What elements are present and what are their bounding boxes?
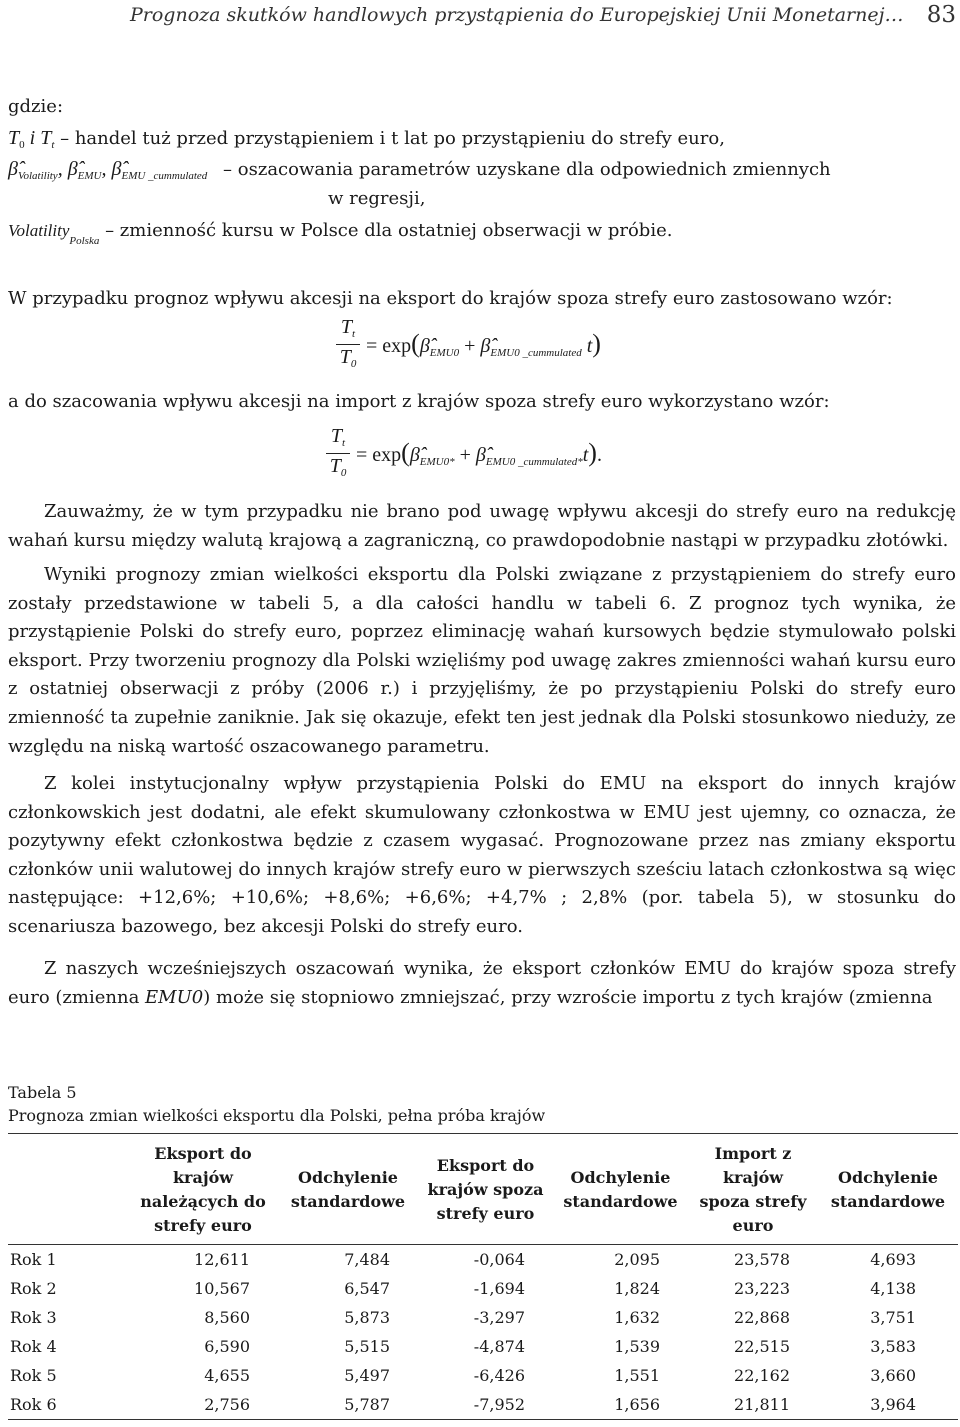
definitions-intro: gdzie:: [8, 96, 64, 117]
table-cell: 7,484: [344, 1250, 390, 1269]
beta-hat-symbol: β̂: [8, 158, 18, 180]
table-row: [8, 1274, 958, 1303]
paragraph-1: Zauważmy, że w tym przypadku nie brano pod uwagę wpływu akcesji do strefy euro na redukcję wahań kursu między walutą krajową a zagraniczną, co prawdopodobnie nastąpi w przypadku złotówki.: [8, 501, 956, 551]
table-cell: 3,964: [870, 1395, 916, 1414]
row-label: Rok 1: [10, 1250, 57, 1269]
paragraph-2: Wyniki prognozy zmian wielkości eksportu dla Polski związane z przystąpieniem do strefy euro zostały przedstawione w tabeli 5, a dla całości handlu w tabeli 6. Z prognoz tych wynika, że przystąpienie Polski do strefy euro, poprzez eliminację wahań kursowych będzie stymulowało polski eksport. Przy tworzeniu prognozy dla Polski wzięliśmy pod uwagę zakres zmienności wahań kursu euro z ostatniej obserwacji z próby (2006 r.) i przyjęliśmy, że po przystąpieniu Polski do strefy euro zmienność ta zupełnie zaniknie. Jak się okazuje, efekt ten jest jednak dla Polski stosunkowo nieduży, ze względu na niską wartość oszacowanego parametru.: [8, 564, 956, 757]
table-cell: 5,787: [344, 1395, 390, 1414]
table-cell: 1,551: [614, 1366, 660, 1385]
table-cell: 4,655: [204, 1366, 250, 1385]
table-header-cell: Eksport do krajów należących do strefy euro: [140, 1144, 266, 1235]
table-cell: 6,590: [204, 1337, 250, 1356]
row-label: Rok 6: [10, 1395, 57, 1414]
table-header-cell: Odchylenie standardowe: [830, 1168, 946, 1211]
table-body: [8, 1245, 958, 1420]
row-label: Rok 3: [10, 1308, 57, 1327]
table-header-row: [8, 1134, 958, 1245]
formula2-intro: a do szacowania wpływu akcesji na import z krajów spoza strefy euro wykorzystano wzór:: [8, 391, 830, 412]
table-cell: 8,560: [204, 1308, 250, 1327]
table-caption: Prognoza zmian wielkości eksportu dla Polski, pełna próba krajów: [8, 1106, 546, 1125]
table-row: [8, 1332, 958, 1361]
table-header-cell: Odchylenie standardowe: [290, 1168, 406, 1211]
forecast-table: [8, 1133, 958, 1420]
beta-hat-symbol: β̂: [111, 158, 122, 180]
table-cell: -7,952: [473, 1395, 525, 1414]
table-cell: 10,567: [194, 1279, 250, 1298]
table-cell: 3,583: [870, 1337, 916, 1356]
table-cell: 6,547: [344, 1279, 390, 1298]
table-cell: 22,515: [734, 1337, 790, 1356]
definition-volatility: Volatility$_{Polska}$ – zmienność kursu w Polsce dla ostatniej obserwacji w próbie.: [8, 220, 673, 247]
formula-import: $T_t$ $T_0$ = $\exp(\betâ_{EMU0*}$ + $\betâ_{EMU0 \_cummulated*}t$).: [326, 425, 686, 485]
row-label: Rok 5: [10, 1366, 57, 1385]
definition-betas: $\betâ_{Volatility}$, $\betâ_{EMU}$, $\betâ_{EMU \_cummulated}$ – oszacowania parametrów uzyskane dla odpowiednich zmiennych: [8, 158, 831, 182]
formula1-intro: W przypadku prognoz wpływu akcesji na eksport do krajów spoza strefy euro zastosowano wzór:: [8, 288, 893, 309]
table-cell: 21,811: [734, 1395, 790, 1414]
table-cell: 5,873: [344, 1308, 390, 1327]
table-cell: 23,223: [734, 1279, 790, 1298]
row-label: Rok 4: [10, 1337, 57, 1356]
table-row: [8, 1390, 958, 1420]
table-row: [8, 1303, 958, 1332]
table-header-cell: Odchylenie standardowe: [563, 1168, 678, 1211]
table-cell: -4,874: [473, 1337, 525, 1356]
paragraph-3: Z kolei instytucjonalny wpływ przystąpienia Polski do EMU na eksport do innych krajów członkowskich jest dodatni, ale efekt skumulowany członkostwa w EMU jest ujemny, co oznacza, że pozytywny efekt członkostwa będzie z czasem wygasać. Prognozowane przez nas zmiany eksportu członków unii walutowej do innych krajów strefy euro w pierwszych sześciu latach członkostwa są więc następujące: +12,6%; +10,6%; +8,6%; +6,6%; +4,7% ; 2,8% (por. tabela 5), w stosunku do scenariusza bazowego, bez akcesji Polski do strefy euro.: [8, 773, 956, 937]
formula-export: $T_t$ $T_0$ = $\exp(\betâ_{EMU0}$ + $\betâ_{EMU0 \_cummulated}$ t): [336, 316, 676, 376]
table-cell: 1,656: [614, 1395, 660, 1414]
definition-betas-cont: w regresji,: [328, 188, 426, 209]
table-row: [8, 1245, 958, 1275]
table-header-cell: Eksport do krajów spoza strefy euro: [427, 1156, 544, 1223]
table-cell: 5,497: [344, 1366, 390, 1385]
table-label: Tabela 5: [8, 1083, 77, 1102]
table-cell: -3,297: [473, 1308, 525, 1327]
table-cell: 1,632: [614, 1308, 660, 1327]
table-cell: 1,539: [614, 1337, 660, 1356]
row-label: Rok 2: [10, 1279, 57, 1298]
table-header-cell: [8, 1134, 128, 1245]
table-cell: 22,868: [734, 1308, 790, 1327]
table-cell: 5,515: [344, 1337, 390, 1356]
table-cell: 2,756: [204, 1395, 250, 1414]
table-cell: 22,162: [734, 1366, 790, 1385]
table-header-cell: Import z krajów spoza strefy euro: [699, 1144, 807, 1235]
table-cell: 23,578: [734, 1250, 790, 1269]
beta-hat-symbol: β̂: [67, 158, 78, 180]
table-row: [8, 1361, 958, 1390]
running-header: [130, 4, 956, 36]
paragraph-4: Z naszych wcześniejszych oszacowań wynika, że eksport członków EMU do krajów spoza strefy euro (zmienna EMU0) może się stopniowo zmniejszać, przy wzroście importu z tych krajów (zmienna: [8, 958, 956, 1008]
table-cell: -1,694: [473, 1279, 525, 1298]
table-cell: 1,824: [614, 1279, 660, 1298]
table-cell: -0,064: [473, 1250, 525, 1269]
definition-trade: $T_0$ i $T_t$ – handel tuż przed przystąpieniem i t lat po przystąpieniu do strefy euro,: [8, 127, 725, 151]
table-cell: 4,693: [870, 1250, 916, 1269]
table-cell: 2,095: [614, 1250, 660, 1269]
table-cell: 3,660: [870, 1366, 916, 1385]
table-cell: 4,138: [870, 1279, 916, 1298]
running-title: Prognoza skutków handlowych przystąpienia do Europejskiej Unii Monetarnej…: [130, 4, 904, 26]
table-cell: -6,426: [473, 1366, 525, 1385]
table-cell: 12,611: [194, 1250, 250, 1269]
page-number: 83: [926, 2, 956, 28]
table-cell: 3,751: [870, 1308, 916, 1327]
